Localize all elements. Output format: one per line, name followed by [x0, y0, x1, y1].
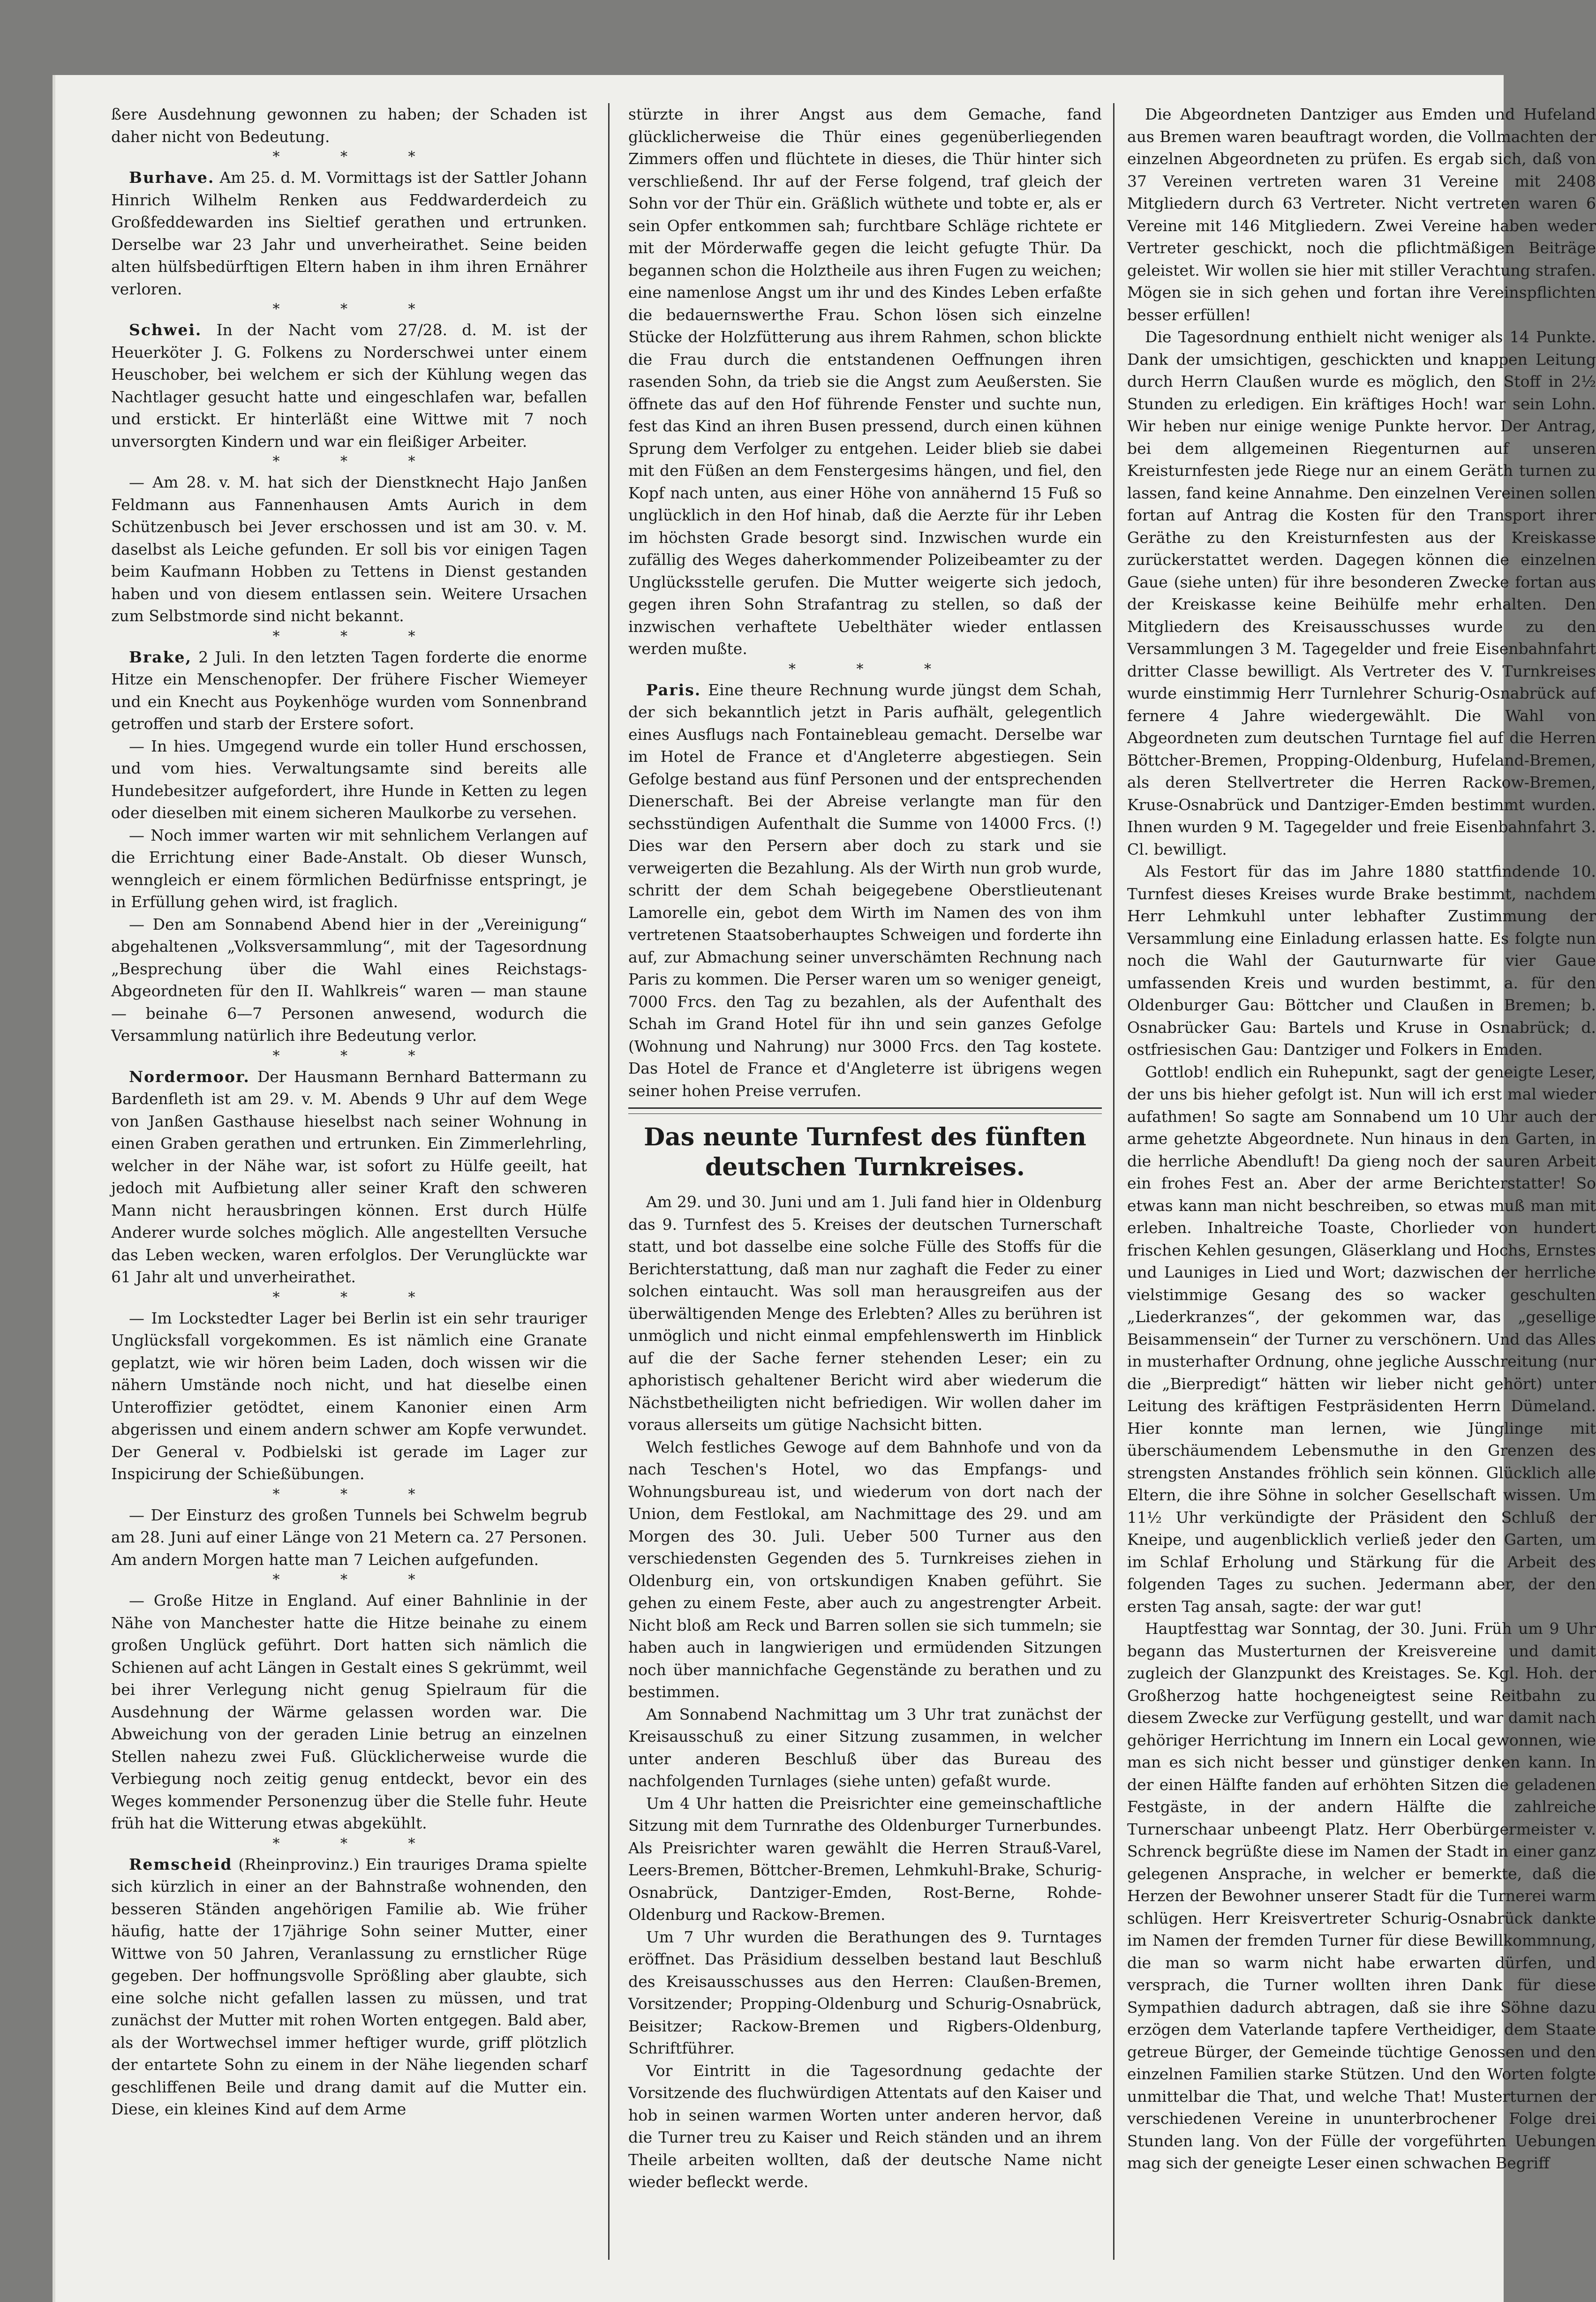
paragraph: Die Abgeordneten Dantziger aus Emden und Hufeland aus Bremen waren beauftragt worden, die Vollmachten der einzelnen Abgeordneten zu prüfen. Es ergab sich, daß von 37 Vereinen vertreten waren 31 Vereine mit 2408 Mitgliedern durch 63 Vertreter. Nicht vertreten waren 6 Vereine mit 146 Mitgliedern. Zwei Vereine haben weder Vertreter geschickt, noch die pflichtmäßigen Beiträge geleistet. Wir wollen sie hier mit stiller Verachtung strafen. Mögen sie in sich gehen und fortan ihre Vereinspflichten besser erfüllen! — [1127, 105, 1596, 324]
separator-stars: * * * — [272, 149, 444, 165]
column-rule — [608, 103, 610, 2260]
paragraph: — Noch immer warten wir mit sehnlichem Verlangen auf die Errichtung einer Bade-Anstalt. Ob dieser Wunsch, wenngleich er einem förmlichen Bedürfnisse entspringt, je in Erfüllung gehen wird, ist fraglich. — [111, 826, 587, 911]
separator-stars: * * * — [272, 301, 444, 317]
separator-stars: * * * — [272, 1572, 444, 1588]
paragraph: Nordermoor. Der Hausmann Bernhard Battermann zu Bardenfleth ist am 29. v. M. Abends 9 Uhr auf dem Wege von Janßen Gasthause hieselbst nach seiner Wohnung in einen Graben gerathen und ertrunken. Ein Zimmerlehrling, welcher in der Nähe war, ist sofort zu Hülfe geeilt, hat jedoch mit Aufbietung aller seiner Kraft den schweren Mann nicht herausbringen können. Erst durch Hülfe Anderer wurde solches möglich. Alle angestellten Versuche das Leben wecken, waren erfolglos. Der Verunglückte war 61 Jahr alt und unverheirathet. — [111, 1067, 587, 1286]
place-lead: Remscheid — [129, 1855, 233, 1873]
paragraph: Burhave. Am 25. d. M. Vormittags ist der Sattler Johann Hinrich Wilhelm Renken aus Feddwarderdeich zu Großfeddewarden ins Sieltief gerathen und ertrunken. Derselbe war 23 Jahr und unverheirathet. Seine beiden alten hülfsbedürftigen Eltern haben in ihm ihren Ernährer verloren. — [111, 168, 587, 298]
paragraph: Die Tagesordnung enthielt nicht weniger als 14 Punkte. Dank der umsichtigen, geschickten und knappen Leitung durch Herrn Claußen wurde es möglich, den Stoff in 2½ Stunden zu erledigen. Ein kräftiges Hoch! war sein Lohn. Wir heben nur einige wenige Punkte hervor. Der Antrag, bei dem allgemeinen Riegenturnen auf unseren Kreisturnfesten jede Riege nur an einem Geräth turnen zu lassen, fand keine Annahme. Den einzelnen Vereinen sollen fortan auf Antrag die Kosten für den Transport ihrer Geräthe zu den Kreisturnfesten aus der Kreiskasse zurückerstattet werden. Dagegen können die einzelnen Gaue (siehe unten) für ihre besonderen Zwecke fortan aus der Kreiskasse keine Beihülfe mehr erhalten. Den Mitgliedern des Kreisausschusses wurde zu den Versammlungen 3 M. Tagegelder und freie Eisenbahnfahrt dritter Classe bewilligt. Als Vertreter des V. Turnkreises wurde einstimmig Herr Turnlehrer Schurig-Osnabrück auf fernere 4 Jahre wiedergewählt. Die Wahl von Abgeordneten zum deutschen Turntage fiel auf die Herren Böttcher-Bremen, Propping-Oldenburg, Hufeland-Bremen, als deren Stellvertreter die Herren Rackow-Bremen, Kruse-Osnabrück und Dantziger-Emden bestimmt wurden. Ihnen wurden 9 M. Tagegelder und freie Eisenbahnfahrt 3. Cl. bewilligt. — [1127, 328, 1596, 858]
place-lead: Schwei. — [129, 321, 202, 339]
section-rule-thin — [628, 1113, 1102, 1114]
paragraph: stürzte in ihrer Angst aus dem Gemache, fand glücklicherweise die Thür eines gegenüberliegenden Zimmers offen und flüchtete in dieses, die Thür hinter sich verschließend. Ihr auf der Ferse folgend, traf gleich der Sohn vor der Thür ein. Gräßlich wüthete und tobte er, als er sein Opfer entkommen sah; furchtbare Schläge richtete er mit der Mörderwaffe gegen die leicht gefugte Thür. Da begannen schon die Holztheile aus ihren Fugen zu weichen; eine namenlose Angst um ihr und des Kindes Leben erfaßte die bedauernswerthe Frau. Schon lösen sich einzelne Stücke der Holzfütterung aus ihrem Rahmen, schon blickte die Frau durch die entstandenen Oeffnungen ihren rasenden Sohn, da trieb sie die Angst zum Aeußersten. Sie öffnete das auf den Hof führende Fenster und suchte nun, fest das Kind an ihren Busen pressend, durch einen kühnen Sprung dem Verfolger zu entgehen. Leider blieb sie dabei mit den Füßen an dem Fenstergesims hängen, und fiel, den Kopf nach unten, aus einer Höhe von annähernd 15 Fuß so unglücklich in den Hof hinab, daß die Aerzte für ihr Leben im höchsten Grade besorgt sind. Inzwischen wurde ein zufällig des Weges daherkommender Polizeibeamter zu der Unglücksstelle gerufen. Die Mutter weigerte sich jedoch, gegen ihren Sohn Strafantrag zu stellen, so daß der inzwischen verhaftete Uebelthäter wieder entlassen werden mußte. — [628, 105, 1102, 658]
paragraph: — Im Lockstedter Lager bei Berlin ist ein sehr trauriger Unglücksfall vorgekommen. Es ist nämlich eine Granate geplatzt, wie wir hören beim Laden, doch wissen wir die nähern Umstände noch nicht, und hat dieselbe einen Unteroffizier getödtet, einem Kanonier einen Arm abgerissen und einem andern schwer am Kopfe verwundet. Der General v. Podbielski ist gerade im Lager zur Inspicirung der Schießübungen. — [111, 1309, 587, 1483]
paragraph: ßere Ausdehnung gewonnen zu haben; der Schaden ist daher nicht von Bedeutung. — [111, 105, 587, 146]
separator-stars: * * * — [272, 1289, 444, 1306]
paragraph: Welch festliches Gewoge auf dem Bahnhofe und von da nach Teschen's Hotel, wo das Empfangs- und Wohnungsbureau ist, und wiederum von dort nach der Union, dem Festlokal, am Nachmittage des 29. und am Morgen des 30. Juli. Ueber 500 Turner aus den verschiedensten Gegenden des 5. Turnkreises ziehen in Oldenburg ein, von ortskundigen Knaben geführt. Sie gehen zu einem Feste, aber auch zu angestrengter Arbeit. Nicht bloß am Reck und Barren sollen sie sich tummeln; sie haben auch in langwierigen und ermüdenden Sitzungen noch über mannichfache Gegenstände zu berathen und zu bestimmen. — [628, 1437, 1102, 1701]
column-left — [111, 103, 587, 2260]
paragraph: Um 4 Uhr hatten die Preisrichter eine gemeinschaftliche Sitzung mit dem Turnrathe des Oldenburger Turnerbundes. Als Preisrichter waren gewählt die Herren Strauß-Varel, Leers-Bremen, Böttcher-Bremen, Lehmkuhl-Brake, Schurig-Osnabrück, Dantziger-Emden, Rost-Berne, Rohde-Oldenburg und Rackow-Bremen. — [628, 1794, 1102, 1924]
article-headline: Das neunte Turnfest des fünften deutschen Turnkreises. — [644, 1123, 1086, 1181]
separator-stars: * * * — [272, 1486, 444, 1503]
paragraph: Remscheid (Rheinprovinz.) Ein trauriges Drama spielte sich kürzlich in einer an der Bahnstraße wohnenden, den besseren Ständen angehörigen Familie ab. Wie früher häufig, hatte der 17jährige Sohn seiner Mutter, einer Wittwe von 50 Jahren, Veranlassung zu ernstlicher Rüge gegeben. Der hoffnungsvolle Sprößling aber glaubte, sich eine solche nicht gefallen lassen zu müssen, und trat zunächst der Mutter mit rohen Worten entgegen. Bald aber, als der Wortwechsel immer heftiger wurde, griff plötzlich der entartete Sohn zu einem in der Nähe liegenden scharf geschliffenen Beile und drang damit auf die Mutter ein. Diese, ein kleines Kind auf dem Arme — [111, 1855, 587, 2118]
paragraph: — Große Hitze in England. Auf einer Bahnlinie in der Nähe von Manchester hatte die Hitze beinahe zu einem großen Unglück geführt. Dort hatten sich nämlich die Schienen auf acht Längen in Gestalt eines S gekrümmt, weil bei ihrer Verlegung nicht genug Spielraum für die Ausdehnung der Wärme gelassen worden war. Die Abweichung von der geraden Linie betrug an einzelnen Stellen nahezu zwei Fuß. Glücklicherweise wurde die Verbiegung noch zeitig genug entdeckt, bevor ein des Weges kommender Personenzug über die Stelle fuhr. Heute früh hat die Witterung etwas abgekühlt. — [111, 1591, 587, 1832]
column-rule — [1113, 103, 1114, 2260]
newspaper-page — [53, 75, 1596, 2302]
paragraph: — Der Einsturz des großen Tunnels bei Schwelm begrub am 28. Juni auf einer Länge von 21 Metern ca. 27 Personen. Am andern Morgen hatte man 7 Leichen aufgefunden. — [111, 1505, 587, 1569]
paragraph: Am Sonnabend Nachmittag um 3 Uhr trat zunächst der Kreisausschuß zu einer Sitzung zusammen, in welcher unter anderen Beschluß über das Bureau des nachfolgenden Turnlages (siehe unten) gefaßt wurde. — [628, 1705, 1102, 1790]
separator-stars: * * * — [272, 1047, 444, 1064]
column-middle — [628, 103, 1102, 2260]
place-lead: Burhave. — [129, 168, 215, 187]
column-right — [1127, 103, 1596, 2260]
paragraph: Gottlob! endlich ein Ruhepunkt, sagt der geneigte Leser, der uns bis hieher gefolgt ist. Nun will ich erst mal wieder aufathmen! So sagte am Sonnabend um 10 Uhr auch der arme gehetzte Abgeordnete. Nun hinaus in den Garten, in die herrliche Abendluft! Da gieng noch der sauren Arbeit ein frohes Fest an. Aber der arme Berichterstatter! So etwas kann man nicht beschreiben, so etwas muß man mit erleben. Inhaltreiche Toaste, Chorlieder von hundert frischen Kehlen gesungen, Gläserklang und Hochs, Ernstes und Launiges in Lied und Wort; dazwischen der herrliche vielstimmige Gesang des so wacker geschulten „Liederkranzes“, der gekommen war, das „gesellige Beisammensein“ der Turner zu verschönern. Und das Alles in musterhafter Ordnung, ohne jegliche Ausschreitung (nur die „Bierpredigt“ hätten wir lieber nicht gehört) unter Leitung des kräftigen Festpräsidenten Herrn Dümeland. Hier konnte man lernen, wie Jünglinge mit überschäumendem Lebensmuthe in den Grenzen des strengsten Anstandes fröhlich sein können. Glücklich alle Eltern, die ihre Söhne in solcher Gesellschaft wissen. Um 11½ Uhr verkündigte der Präsident den Schluß der Kneipe, und augenblicklich verließ jeder den Garten, um im Schlaf Erholung und Stärkung für die Arbeit des folgenden Tages zu suchen. Jedermann aber, der den ersten Tag ansah, sagte: der war gut! — [1127, 1062, 1596, 1616]
place-lead: Brake, — [129, 647, 192, 666]
paragraph: — Den am Sonnabend Abend hier in der „Vereinigung“ abgehaltenen „Volksversammlung“, mit der Tagesordnung „Besprechung über die Wahl eines Reichstags-Abgeordneten für den II. Wahlkreis“ waren — man staune — beinahe 6—7 Personen anwesend, wodurch die Versammlung natürlich ihre Bedeutung verlor. — [111, 915, 587, 1045]
place-lead: Nordermoor. — [129, 1067, 250, 1086]
paragraph: Schwei. In der Nacht vom 27/28. d. M. ist der Heuerköter J. G. Folkens zu Norderschwei unter einem Heuschober, bei welchem er sich der Kühlung wegen das Nachtlager gesucht hatte und eingeschlafen war, befallen und erstickt. Er hinterläßt eine Wittwe mit 7 noch unversorgten Kindern und war ein fleißiger Arbeiter. — [111, 321, 587, 451]
separator-stars: * * * — [272, 1835, 444, 1852]
separator-stars: * * * — [788, 661, 960, 677]
section-rule — [628, 1107, 1102, 1109]
paragraph: Vor Eintritt in die Tagesordnung gedachte der Vorsitzende des fluchwürdigen Attentats auf den Kaiser und hob in seinen warmen Worten unter anderen hervor, daß die Turner treu zu Kaiser und Reich ständen und an ihrem Theile arbeiten wollten, daß der deutsche Name nicht wieder befleckt werde. — [628, 2061, 1102, 2191]
paragraph: Um 7 Uhr wurden die Berathungen des 9. Turntages eröffnet. Das Präsidium desselben bestand laut Beschluß des Kreisausschusses aus den Herren: Claußen-Bremen, Vorsitzender; Propping-Oldenburg und Schurig-Osnabrück, Beisitzer; Rackow-Bremen und Rigbers-Oldenburg, Schriftführer. — [628, 1927, 1102, 2057]
separator-stars: * * * — [272, 628, 444, 645]
paragraph: Als Festort für das im Jahre 1880 stattfindende 10. Turnfest dieses Kreises wurde Brake bestimmt, nachdem Herr Lehmkuhl unter lebhafter Zustimmung der Versammlung eine Einladung erlassen hatte. Es folgte nun noch die Wahl der Gauturnwarte für vier Gaue umfassenden Kreis und wurden bestimmt, a. für den Oldenburger Gau: Böttcher und Claußen in Bremen; b. Osnabrücker Gau: Bartels und Kruse in Osnabrück; d. ostfriesischen Gau: Dantziger und Folkers in Emden. — [1127, 862, 1596, 1059]
place-lead: Paris. — [646, 680, 701, 699]
separator-stars: * * * — [272, 453, 444, 470]
paragraph: Brake, 2 Juli. In den letzten Tagen forderte die enorme Hitze ein Menschenopfer. Der frühere Fischer Wiemeyer und ein Knecht aus Poykenhöge wurden vom Sonnenbrand getroffen und starb der Erstere sofort. — [111, 647, 587, 733]
paragraph: Hauptfesttag war Sonntag, der 30. Juni. Früh um 9 Uhr begann das Musterturnen der Kreisvereine und damit zugleich der Glanzpunkt des Kreistages. Se. Kgl. Hoh. der Großherzog hatte hochgeneigtest seine Reitbahn zu diesem Zwecke zur Verfügung gestellt, und war damit nach gehöriger Herrichtung im Innern ein Local gewonnen, wie man es sich nicht besser und günstiger denken kann. In der einen Hälfte fanden auf erhöhten Sitzen die geladenen Festgäste, in der andern Hälfte die zahlreiche Turnerschaar unbeengt Platz. Herr Oberbürgermeister v. Schrenck begrüßte diese im Namen der Stadt in einer ganz gelegenen Ansprache, in welcher er bemerkte, daß die Herzen der Bewohner unserer Stadt für die Turnerei warm schlügen. Herr Kreisvertreter Schurig-Osnabrück dankte im Namen der fremden Turner für diese Bewillkommnung, die man so warm nicht habe erwarten dürfen, und versprach, die Turner wollten ihren Dank für diese Sympathien dadurch abtragen, daß sie ihre Söhne dazu erzögen dem Vaterlande tapfere Vertheidiger, dem Staate getreue Bürger, der Gemeinde tüchtige Genossen und den einzelnen Familien starke Stützen. Und den Worten folgte unmittelbar die That, und welche That! Musterturnen der verschiedenen Vereine in ununterbrochener Folge drei Stunden lang. Von der Fülle der vorgeführten Uebungen mag sich der geneigte Leser einen schwachen Begriff — [1127, 1619, 1596, 2172]
paragraph: Paris. Eine theure Rechnung wurde jüngst dem Schah, der sich bekanntlich jetzt in Paris aufhält, gelegentlich eines Ausflugs nach Fontainebleau gemacht. Derselbe war im Hotel de France et d'Angleterre abgestiegen. Sein Gefolge bestand aus fünf Personen und der entsprechenden Dienerschaft. Bei der Abreise verlangte man für den sechsstündigen Aufenthalt die Summe von 14000 Frcs. (!) Dies war den Persern aber doch zu stark und sie verweigerten die Bezahlung. Als der Wirth nun grob wurde, schritt der dem Schah beigegebene Oberstlieutenant Lamorelle ein, gebot dem Wirth im Namen des von ihm vertretenen Staatsoberhauptes Schweigen und forderte ihn auf, zur Abmachung seiner unverschämten Rechnung nach Paris zu kommen. Die Perser waren um so weniger geneigt, 7000 Frcs. den Tag zu bezahlen, als der Aufenthalt des Schah im Grand Hotel für ihn und sein ganzes Gefolge (Wohnung und Nahrung) nur 3000 Frcs. den Tag kostete. Das Hotel de France et d'Angleterre ist übrigens wegen seiner hohen Preise verrufen. — [628, 680, 1102, 1100]
paragraph: — Am 28. v. M. hat sich der Dienstknecht Hajo Janßen Feldmann aus Fannenhausen Amts Aurich in dem Schützenbusch bei Jever erschossen und ist am 30. v. M. daselbst als Leiche gefunden. Er soll bis vor einigen Tagen beim Kaufmann Hobben zu Tettens in Dienst gestanden haben und von diesem entlassen sein. Weitere Ursachen zum Selbstmorde sind nicht bekannt. — [111, 473, 587, 625]
paragraph: — In hies. Umgegend wurde ein toller Hund erschossen, und vom hies. Verwaltungsamte sind bereits alle Hundebesitzer aufgefordert, ihre Hunde in Ketten zu legen oder dieselben mit einem sicheren Maulkorbe zu versehen. — [111, 737, 587, 822]
paragraph: Am 29. und 30. Juni und am 1. Juli fand hier in Oldenburg das 9. Turnfest des 5. Kreises der deutschen Turnerschaft statt, und bot dasselbe eine solche Fülle des Stoffs für die Berichterstattung, daß man nur zaghaft die Feder zu einer solchen eintaucht. Was soll man herausgreifen aus der überwältigenden Menge des Erlebten? Alles zu berühren ist unmöglich und nicht einmal empfehlenswerth im Hinblick auf die der Sache ferner stehenden Leser; ein zu aphoristisch gehaltener Bericht wird aber wiederum die Nächstbetheiligten nicht befriedigen. Wir wollen daher im voraus allerseits um gütige Nachsicht bitten. — [628, 1193, 1102, 1434]
